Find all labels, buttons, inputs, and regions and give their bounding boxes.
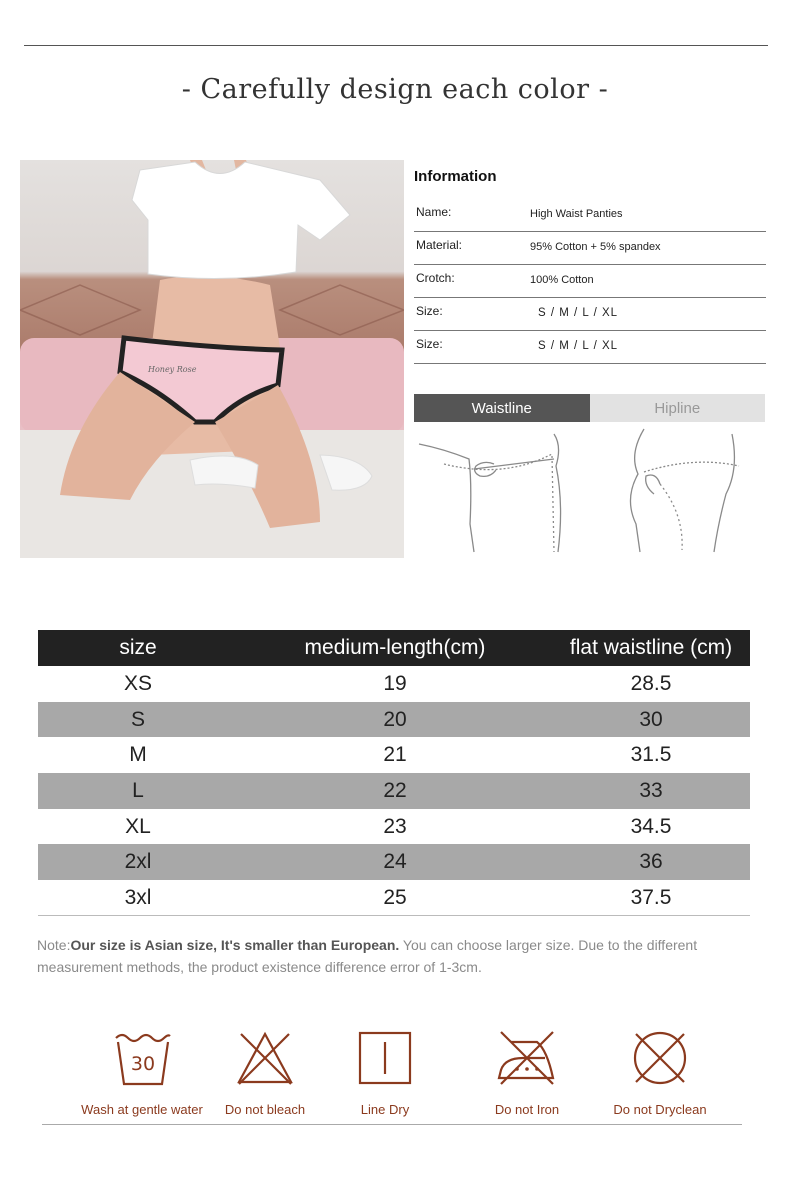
- measurement-tabs: [414, 394, 765, 422]
- table-cell: XL: [125, 814, 151, 838]
- table-cell: 23: [383, 814, 407, 838]
- table-cell: 37.5: [552, 880, 750, 916]
- table-cell: 25: [238, 880, 552, 916]
- note-prefix: Note:: [37, 937, 71, 953]
- table-row: [38, 880, 750, 916]
- size-note: [37, 934, 737, 978]
- tab-waistline: Waistline: [414, 394, 590, 422]
- product-information: [414, 160, 766, 364]
- info-key: Name:: [416, 205, 452, 219]
- care-label: Do not Iron: [494, 1102, 560, 1117]
- table-row: [38, 809, 750, 845]
- table-cell: 31.5: [630, 743, 672, 767]
- table-cell: 21: [383, 743, 407, 767]
- table-cell: 28.5: [630, 671, 672, 695]
- table-cell: 19: [383, 671, 407, 695]
- care-dryclean: [585, 1028, 735, 1117]
- info-value: High Waist Panties: [530, 208, 623, 220]
- table-cell: XS: [123, 671, 152, 695]
- care-label: Line Dry: [360, 1102, 410, 1117]
- table-header-row: [38, 630, 750, 666]
- tab-hipline: Hipline: [590, 394, 766, 422]
- table-cell: 34.5: [630, 814, 672, 838]
- table-cell: 22: [238, 773, 552, 809]
- care-label: Do not bleach: [224, 1102, 306, 1117]
- info-value: S / M / L / XL: [538, 307, 619, 319]
- column-header: size: [38, 630, 238, 666]
- page-title: - Carefully design each color -: [181, 74, 609, 105]
- table-cell: M: [129, 743, 147, 767]
- table-cell: S: [38, 702, 238, 738]
- information-heading: Information: [414, 168, 497, 185]
- table-cell: 20: [238, 702, 552, 738]
- table-row: [38, 666, 750, 702]
- table-cell: 24: [238, 844, 552, 880]
- note-bold: Our size is Asian size, It's smaller than European.: [70, 937, 400, 953]
- info-key: Size:: [416, 337, 443, 351]
- table-row: [38, 844, 750, 880]
- table-row: [38, 737, 750, 773]
- table-cell: 33: [552, 773, 750, 809]
- care-label: Do not Dryclean: [613, 1102, 707, 1117]
- table-cell: 36: [552, 844, 750, 880]
- table-row: [38, 702, 750, 738]
- table-cell: 3xl: [38, 880, 238, 916]
- info-value: 95% Cotton + 5% spandex: [530, 241, 661, 253]
- info-row-crotch: [414, 265, 766, 298]
- column-header: flat waistline (cm): [552, 630, 750, 666]
- table-cell: L: [38, 773, 238, 809]
- info-row-size: [414, 298, 766, 331]
- info-value: S / M / L / XL: [538, 340, 619, 352]
- info-key: Crotch:: [416, 271, 455, 285]
- info-row-size: [414, 331, 766, 364]
- no-bleach-icon: [235, 1028, 295, 1088]
- column-header: medium-length(cm): [238, 630, 552, 666]
- bottom-divider: [42, 1124, 742, 1125]
- no-dryclean-icon: [630, 1028, 690, 1088]
- measurement-sketch: [414, 424, 765, 554]
- wash-tub-icon: [112, 1028, 172, 1088]
- table-cell: 2xl: [38, 844, 238, 880]
- table-cell: 30: [552, 702, 750, 738]
- info-key: Size:: [416, 304, 443, 318]
- info-value: 100% Cotton: [530, 274, 594, 286]
- info-row-name: [414, 199, 766, 232]
- care-instructions: [0, 1028, 790, 1128]
- product-photo: [20, 160, 404, 558]
- top-divider: [24, 45, 768, 46]
- care-label: Wash at gentle water: [81, 1102, 203, 1117]
- wash-temperature: 30: [130, 1053, 156, 1075]
- info-key: Material:: [416, 238, 463, 252]
- care-dry: [310, 1028, 460, 1117]
- note-text: You can choose larger size. Due to the different measurement methods, the product existence difference error of 1-3cm.: [37, 937, 698, 975]
- no-iron-icon: [497, 1028, 557, 1088]
- care-iron: [452, 1028, 602, 1117]
- info-row-material: [414, 232, 766, 265]
- line-dry-icon: [355, 1028, 415, 1088]
- size-chart-table: [38, 630, 750, 916]
- svg-text:Honey Rose: Honey Rose: [148, 365, 197, 374]
- table-row: [38, 773, 750, 809]
